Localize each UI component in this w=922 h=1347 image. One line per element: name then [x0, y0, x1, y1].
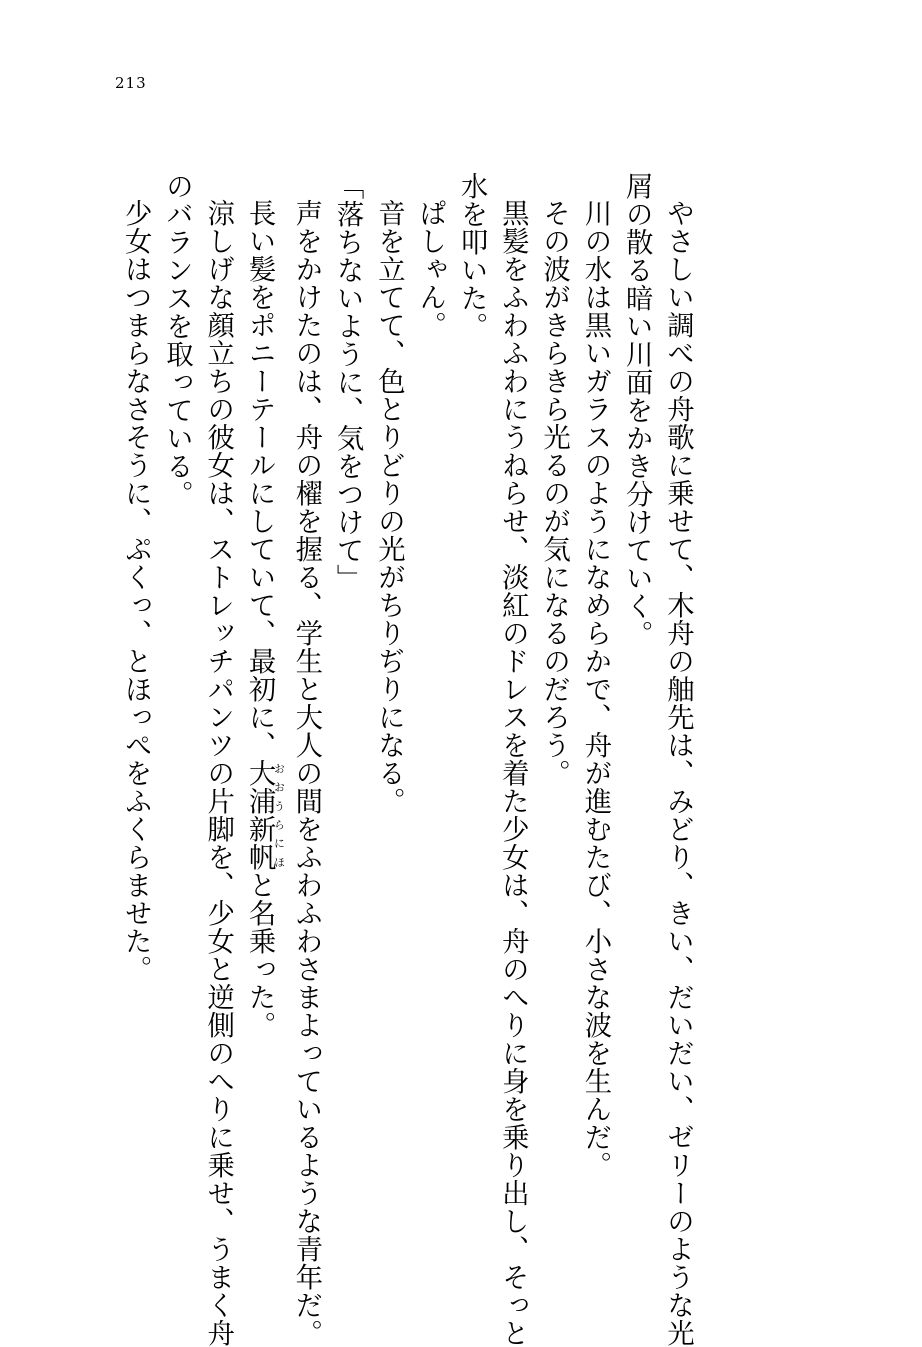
page-number: 213 — [115, 74, 147, 92]
ruby-reading: おおうらにほ — [272, 759, 286, 871]
dialogue-line: 「落ちないように、気をつけて」 — [331, 172, 363, 592]
paragraph-line: 涼しげな顔立ちの彼女は、ストレッチパンツの片脚を、少女と逆側のへりに乗せ、うまく舟 — [202, 199, 234, 1347]
text-segment: 長い髪をポニーテールにしていて、最初に、 — [243, 199, 275, 759]
paragraph-line: 水を叩いた。 — [455, 172, 487, 340]
paragraph-line: のバランスを取っている。 — [160, 172, 192, 508]
paragraph-line: 屑の散る暗い川面をかき分けていく。 — [620, 172, 652, 648]
paragraph-line: ぱしゃん。 — [414, 199, 446, 339]
ruby-base: 大浦新帆 — [243, 759, 275, 871]
paragraph-line — [238, 172, 285, 1172]
text-segment: と名乗った。 — [243, 871, 275, 1039]
paragraph-line: 音を立てて、色とりどりの光がちりぢりになる。 — [372, 199, 404, 815]
paragraph-line: やさしい調べの舟歌に乗せて、木舟の舳先は、みどり、きい、だいだい、ゼリーのような光 — [662, 199, 693, 1347]
ruby-name — [243, 759, 286, 871]
paragraph-line: その波がきらきら光るのが気になるのだろう。 — [538, 199, 570, 787]
paragraph-line: 黒髪をふわふわにうねらせ、淡紅のドレスを着た少女は、舟のへりに身を乗り出し、そっと — [496, 199, 528, 1347]
paragraph-line: 声をかけたのは、舟の櫂を握る、学生と大人の間をふわふわさまよっているような青年だ。 — [290, 199, 322, 1347]
novel-text-body — [114, 172, 698, 1347]
paragraph-line: 川の水は黒いガラスのようになめらかで、舟が進むたび、小さな波を生んだ。 — [579, 199, 611, 1179]
paragraph-line: 少女はつまらなさそうに、ぷくっ、とほっぺをふくらませた。 — [119, 199, 151, 983]
